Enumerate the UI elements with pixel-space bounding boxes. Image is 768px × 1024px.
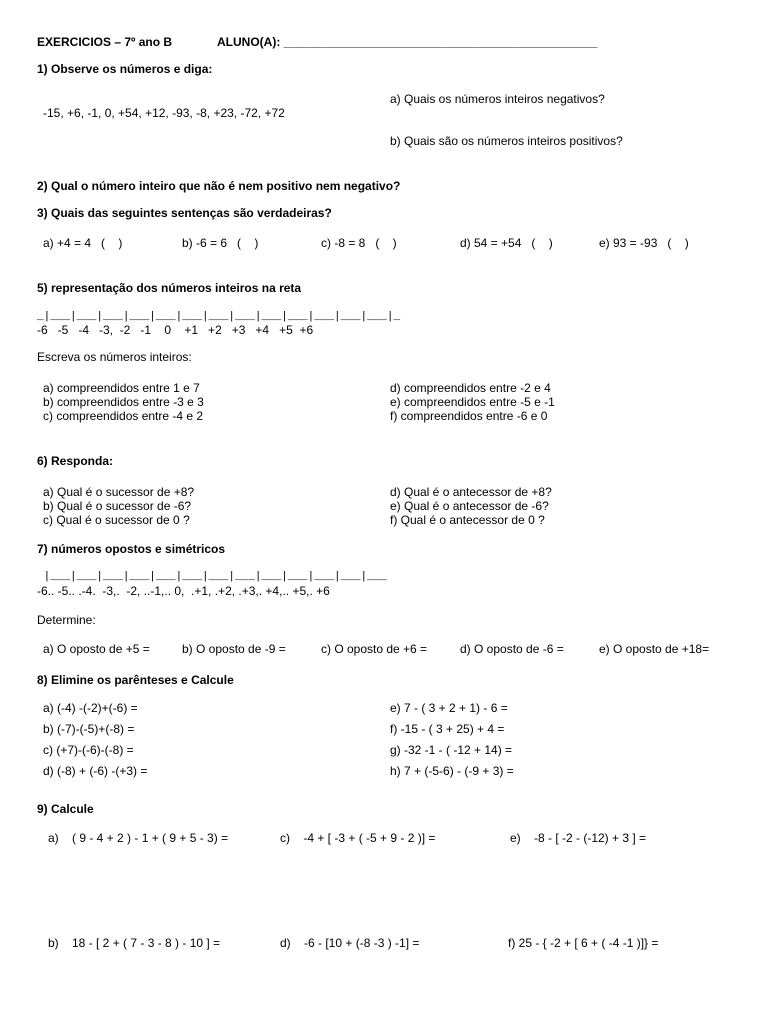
q5-prompt: Escreva os números inteiros: (37, 350, 192, 364)
q7-item-d: d) O oposto de -6 = (460, 642, 564, 656)
q9-item-b: b) 18 - [ 2 + ( 7 - 3 - 8 ) - 10 ] = (48, 936, 221, 950)
q8-title: 8) Elimine os parênteses e Calcule (37, 673, 234, 687)
q6-item-a: a) Qual é o sucessor de +8? (43, 485, 195, 499)
q6-item-d: d) Qual é o antecessor de +8? (390, 485, 552, 499)
q1-title: 1) Observe os números e diga: (37, 62, 213, 76)
q1-numbers: -15, +6, -1, 0, +54, +12, -93, -8, +23, -72, +72 (43, 106, 285, 120)
q1-a: a) Quais os números inteiros negativos? (390, 92, 605, 106)
q5-item-e: e) compreendidos entre -5 e -1 (390, 395, 555, 409)
q3-item-c: c) -8 = 8 ( ) (321, 236, 397, 250)
q8-item-f: f) -15 - ( 3 + 25) + 4 = (390, 722, 505, 736)
q5-item-f: f) compreendidos entre -6 e 0 (390, 409, 548, 423)
q7-prompt: Determine: (37, 613, 96, 627)
q8-item-b: b) (-7)-(-5)+(-8) = (43, 722, 135, 736)
q9-item-a: a) ( 9 - 4 + 2 ) - 1 + ( 9 + 5 - 3) = (48, 831, 229, 845)
q8-item-c: c) (+7)-(-6)-(-8) = (43, 743, 134, 757)
q5-item-b: b) compreendidos entre -3 e 3 (43, 395, 204, 409)
q7-number-line: |___|___|___|___|___|___|___|___|___|___|___|___|___ (37, 571, 387, 583)
q3-item-d: d) 54 = +54 ( ) (460, 236, 553, 250)
q5-number-line: _|___|___|___|___|___|___|___|___|___|___|___|___|___|_ (37, 311, 401, 323)
q3-item-e: e) 93 = -93 ( ) (599, 236, 689, 250)
q1-b: b) Quais são os números inteiros positivos? (390, 134, 623, 148)
q3-item-b: b) -6 = 6 ( ) (182, 236, 259, 250)
q6-item-c: c) Qual é o sucessor de 0 ? (43, 513, 190, 527)
q3-item-a: a) +4 = 4 ( ) (43, 236, 123, 250)
student-name-field[interactable]: ALUNO(A): _______________________________________________ (217, 35, 598, 49)
q6-item-f: f) Qual é o antecessor de 0 ? (390, 513, 545, 527)
q7-item-b: b) O oposto de -9 = (182, 642, 286, 656)
q5-title: 5) representação dos números inteiros na reta (37, 281, 302, 295)
q8-item-e: e) 7 - ( 3 + 2 + 1) - 6 = (390, 701, 508, 715)
q5-item-a: a) compreendidos entre 1 e 7 (43, 381, 200, 395)
q5-item-c: c) compreendidos entre -4 e 2 (43, 409, 204, 423)
q6-item-b: b) Qual é o sucessor de -6? (43, 499, 192, 513)
q5-number-labels: -6 -5 -4 -3, -2 -1 0 +1 +2 +3 +4 +5 +6 (37, 323, 314, 337)
q9-item-d: d) -6 - [10 + (-8 -3 ) -1] = (280, 936, 420, 950)
q6-item-e: e) Qual é o antecessor de -6? (390, 499, 549, 513)
q7-number-labels: -6.. -5.. .-4. -3,. -2, ..-1,.. 0, .+1, .+2, .+3,. +4,.. +5,. +6 (37, 584, 330, 598)
q8-item-d: d) (-8) + (-6) -(+3) = (43, 764, 148, 778)
q9-item-e: e) -8 - [ -2 - (-12) + 3 ] = (510, 831, 647, 845)
q7-item-a: a) O oposto de +5 = (43, 642, 150, 656)
q2-title: 2) Qual o número inteiro que não é nem positivo nem negativo? (37, 179, 401, 193)
worksheet-title: EXERCICIOS – 7º ano B (37, 35, 173, 49)
q7-item-e: e) O oposto de +18= (599, 642, 710, 656)
q9-item-f: f) 25 - { -2 + [ 6 + ( -4 -1 )]} = (508, 936, 659, 950)
q7-title: 7) números opostos e simétricos (37, 542, 226, 556)
q6-title: 6) Responda: (37, 454, 114, 468)
q8-item-a: a) (-4) -(-2)+(-6) = (43, 701, 138, 715)
q9-title: 9) Calcule (37, 802, 94, 816)
q5-item-d: d) compreendidos entre -2 e 4 (390, 381, 551, 395)
q7-item-c: c) O oposto de +6 = (321, 642, 428, 656)
q8-item-h: h) 7 + (-5-6) - (-9 + 3) = (390, 764, 514, 778)
q9-item-c: c) -4 + [ -3 + ( -5 + 9 - 2 )] = (280, 831, 436, 845)
q8-item-g: g) -32 -1 - ( -12 + 14) = (390, 743, 513, 757)
q3-title: 3) Quais das seguintes sentenças são verdadeiras? (37, 206, 332, 220)
